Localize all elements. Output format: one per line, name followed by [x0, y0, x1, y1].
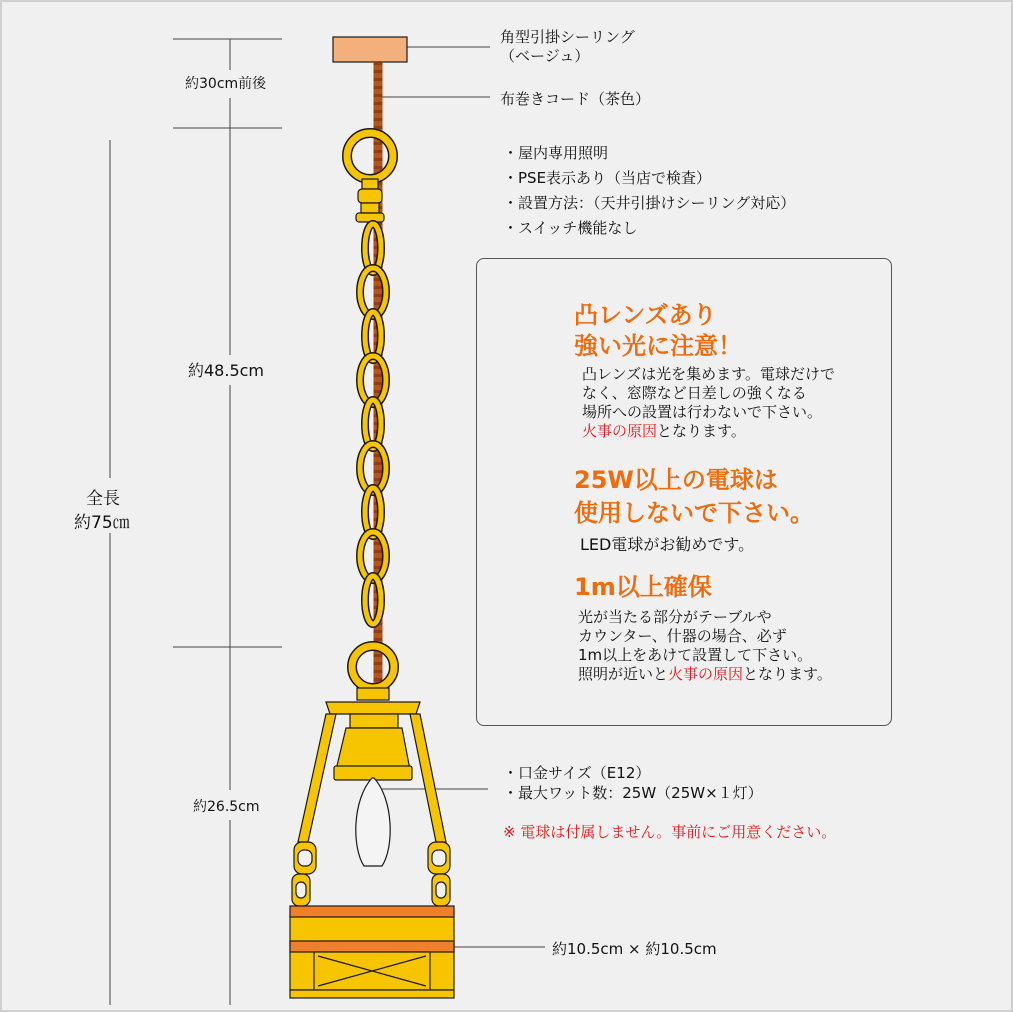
notice-heading-lens: 凸レンズあり — [574, 301, 717, 329]
notice-heading-donotuse: 使用しないで下さい。 — [574, 499, 814, 527]
ceiling-label: 角型引掛シーリング — [500, 28, 635, 46]
ceiling-canopy — [333, 37, 407, 62]
total-length-value: 約75㎝ — [74, 513, 130, 533]
notice-clearance-text-4: 照明が近いと火事の原因となります。 — [578, 665, 832, 683]
total-length-label: 全長 — [86, 489, 120, 509]
feature-switch: ・スイッチ機能なし — [503, 219, 638, 237]
feature-pse: ・PSE表示あり（当店で検査） — [503, 169, 712, 187]
chain — [360, 224, 386, 624]
bottom-ring — [352, 646, 394, 688]
bulb — [356, 778, 390, 866]
fire-cause-highlight: 火事の原因 — [582, 422, 658, 440]
ceiling-color-label: （ベージュ） — [500, 47, 590, 65]
notice-heading-clearance: 1m以上確保 — [574, 573, 712, 601]
feature-indoor: ・屋内専用照明 — [503, 144, 609, 162]
notice-heading-wattage: 25W以上の電球は — [574, 466, 778, 494]
dim-30cm: 約30cm前後 — [185, 76, 267, 92]
fire-cause-highlight: 火事の原因 — [668, 665, 744, 683]
notice-heading-light: 強い光に注意！ — [574, 332, 742, 360]
bulb-not-included-warning: ※ 電球は付属しません。事前にご用意ください。 — [503, 823, 837, 841]
dim-base: 約10.5cm × 約10.5cm — [552, 940, 717, 958]
dim-26cm: 約26.5cm — [193, 799, 260, 815]
notice-led-text: LED電球がお勧めです。 — [580, 535, 755, 554]
notice-lens-text-2: なく、窓際など日差しの強くなる — [582, 384, 807, 402]
top-ring — [347, 133, 393, 179]
spec-socket: ・口金サイズ（E12） — [503, 764, 651, 782]
notice-lens-text-1: 凸レンズは光を集めます。電球だけで — [582, 365, 835, 383]
dimension-lines — [110, 39, 282, 1005]
notice-lens-text-3: 場所への設置は行わないで下さい。 — [582, 403, 823, 421]
cord-label: 布巻きコード（茶色） — [500, 90, 651, 108]
notice-clearance-text-3: 1m以上をあけて設置して下さい。 — [578, 646, 813, 664]
notice-lens-text-4: 火事の原因となります。 — [582, 422, 746, 440]
feature-install: ・設置方法：（天井引掛けシーリング対応） — [503, 194, 796, 212]
notice-clearance-text-1: 光が当たる部分がテーブルや — [578, 608, 772, 626]
notice-clearance-text-2: カウンター、什器の場合、必ず — [578, 627, 787, 645]
dim-48cm: 約48.5cm — [188, 361, 265, 380]
spec-wattage: ・最大ワット数：25W（25W×１灯） — [503, 784, 763, 802]
lantern-base — [290, 906, 454, 998]
